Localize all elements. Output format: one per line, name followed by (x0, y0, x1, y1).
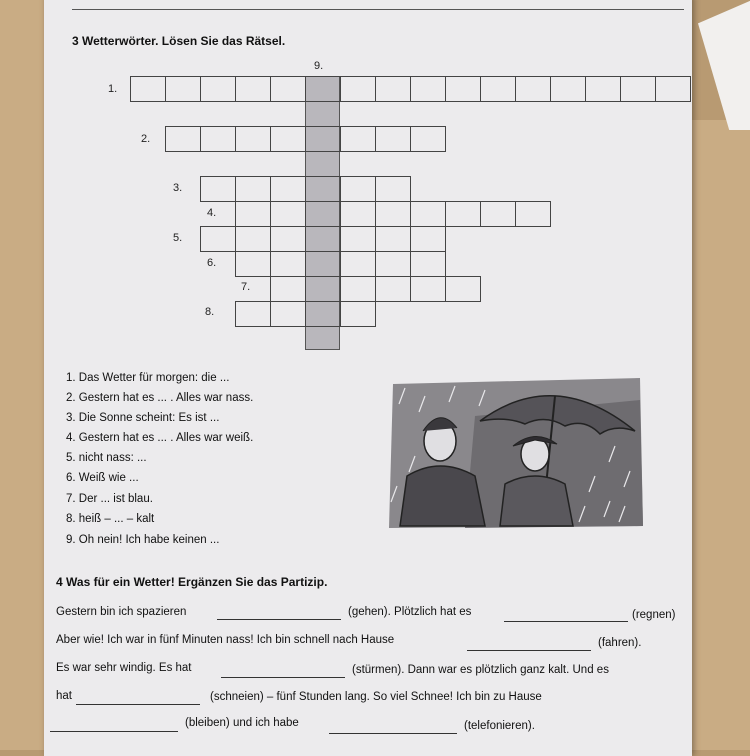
crossword-cell[interactable] (410, 251, 446, 277)
answer-blank-bleiben[interactable] (50, 731, 178, 732)
clue-8: 8. heiß – ... – kalt (66, 513, 155, 525)
crossword-cell[interactable] (270, 76, 306, 102)
answer-blank-schneien[interactable] (76, 704, 200, 705)
crossword-cell[interactable] (305, 201, 341, 227)
crossword-cell[interactable] (340, 76, 376, 102)
clue-1: 1. Das Wetter für morgen: die ... (66, 372, 230, 384)
clue-5: 5. nicht nass: ... (66, 452, 147, 464)
crossword-cell[interactable] (620, 76, 656, 102)
row-number-2: 2. (141, 133, 151, 145)
row-number-4: 4. (207, 207, 217, 219)
crossword-cell[interactable] (655, 76, 691, 102)
crossword-cell[interactable] (305, 226, 341, 252)
crossword-cell[interactable] (305, 126, 341, 152)
row-number-8: 8. (205, 306, 215, 318)
crossword-cell[interactable] (375, 76, 411, 102)
row-number-3: 3. (173, 182, 183, 194)
crossword-cell[interactable] (410, 76, 446, 102)
crossword-cell[interactable] (130, 76, 166, 102)
crossword-cell[interactable] (340, 276, 376, 302)
desk-surface-right (692, 120, 750, 750)
crossword-cell[interactable] (340, 201, 376, 227)
crossword-cell[interactable] (270, 226, 306, 252)
crossword-cell[interactable] (375, 201, 411, 227)
gap-text-4a: hat (56, 690, 72, 702)
row-number-5: 5. (173, 232, 183, 244)
clue-3: 3. Die Sonne scheint: Es ist ... (66, 412, 220, 424)
crossword-cell[interactable] (305, 176, 341, 202)
crossword-cell[interactable] (270, 201, 306, 227)
crossword-cell[interactable] (270, 176, 306, 202)
crossword-cell[interactable] (550, 76, 586, 102)
crossword-cell[interactable] (200, 176, 236, 202)
crossword-cell[interactable] (410, 276, 446, 302)
crossword-cell[interactable] (410, 226, 446, 252)
crossword-cell[interactable] (340, 301, 376, 327)
crossword-cell[interactable] (305, 76, 341, 102)
answer-blank-gehen[interactable] (217, 619, 341, 620)
crossword-cell[interactable] (585, 76, 621, 102)
gap-text-5b: (bleiben) und ich habe (185, 717, 299, 729)
crossword-cell[interactable] (200, 126, 236, 152)
crossword-cell[interactable] (375, 226, 411, 252)
crossword-cell[interactable] (340, 251, 376, 277)
crossword-cell[interactable] (375, 126, 411, 152)
clue-9: 9. Oh nein! Ich habe keinen ... (66, 534, 220, 546)
answer-blank-stuermen[interactable] (221, 677, 345, 678)
answer-blank-regnen[interactable] (504, 621, 628, 622)
crossword-cell[interactable] (515, 76, 551, 102)
crossword-cell[interactable] (480, 201, 516, 227)
gap-text-2b: (fahren). (598, 637, 642, 649)
desk-surface (0, 0, 44, 750)
gap-text-1a: Gestern bin ich spazieren (56, 606, 187, 618)
exercise3-title: 3 Wetterwörter. Lösen Sie das Rätsel. (72, 34, 286, 48)
crossword-cell[interactable] (235, 226, 271, 252)
crossword-cell[interactable] (305, 276, 341, 302)
crossword-cell[interactable] (340, 226, 376, 252)
crossword-cell[interactable] (200, 76, 236, 102)
crossword-cell[interactable] (305, 251, 341, 277)
crossword-cell[interactable] (375, 251, 411, 277)
crossword-cell[interactable] (165, 76, 201, 102)
crossword-cell[interactable] (445, 276, 481, 302)
crossword-cell[interactable] (235, 301, 271, 327)
crossword-cell[interactable] (270, 301, 306, 327)
gap-text-1b: (gehen). Plötzlich hat es (348, 606, 472, 618)
gap-text-3a: Es war sehr windig. Es hat (56, 662, 192, 674)
crossword-cell[interactable] (515, 201, 551, 227)
crossword-cell[interactable] (270, 251, 306, 277)
row-number-7: 7. (241, 281, 251, 293)
adjacent-paper-corner (692, 0, 750, 130)
row-number-6: 6. (207, 257, 217, 269)
crossword-cell[interactable] (235, 176, 271, 202)
crossword-cell[interactable] (235, 251, 271, 277)
clue-7: 7. Der ... ist blau. (66, 493, 153, 505)
crossword-cell[interactable] (445, 201, 481, 227)
top-rule (72, 9, 684, 10)
crossword-cell[interactable] (340, 176, 376, 202)
crossword-cell[interactable] (375, 176, 411, 202)
crossword-cell[interactable] (410, 126, 446, 152)
crossword-cell[interactable] (445, 76, 481, 102)
crossword-cell[interactable] (270, 126, 306, 152)
gap-text-5c: (telefonieren). (464, 720, 535, 732)
crossword-cell[interactable] (410, 201, 446, 227)
solution-number: 9. (314, 60, 324, 72)
answer-blank-fahren[interactable] (467, 650, 591, 651)
gap-text-4b: (schneien) – fünf Stunden lang. So viel Schnee! Ich bin zu Hause (210, 691, 542, 703)
row-number-1: 1. (108, 83, 118, 95)
crossword-cell[interactable] (235, 126, 271, 152)
crossword-cell[interactable] (235, 76, 271, 102)
crossword-cell[interactable] (340, 126, 376, 152)
clue-6: 6. Weiß wie ... (66, 472, 139, 484)
clue-2: 2. Gestern hat es ... . Alles war nass. (66, 392, 254, 404)
clue-4: 4. Gestern hat es ... . Alles war weiß. (66, 432, 254, 444)
gap-text-2a: Aber wie! Ich war in fünf Minuten nass! Ich bin schnell nach Hause (56, 634, 395, 646)
gap-text-1c: (regnen) (632, 609, 676, 621)
crossword-cell[interactable] (305, 301, 341, 327)
answer-blank-telefonieren[interactable] (329, 733, 457, 734)
crossword-cell[interactable] (270, 276, 306, 302)
crossword-cell[interactable] (235, 201, 271, 227)
rain-illustration (385, 376, 647, 532)
gap-text-3b: (stürmen). Dann war es plötzlich ganz kalt. Und es (352, 664, 609, 676)
crossword-cell[interactable] (165, 126, 201, 152)
crossword-cell[interactable] (480, 76, 516, 102)
rain-illustration-svg (385, 376, 647, 532)
crossword-cell[interactable] (375, 276, 411, 302)
crossword-cell[interactable] (200, 226, 236, 252)
exercise4-title: 4 Was für ein Wetter! Ergänzen Sie das Partizip. (56, 575, 328, 589)
